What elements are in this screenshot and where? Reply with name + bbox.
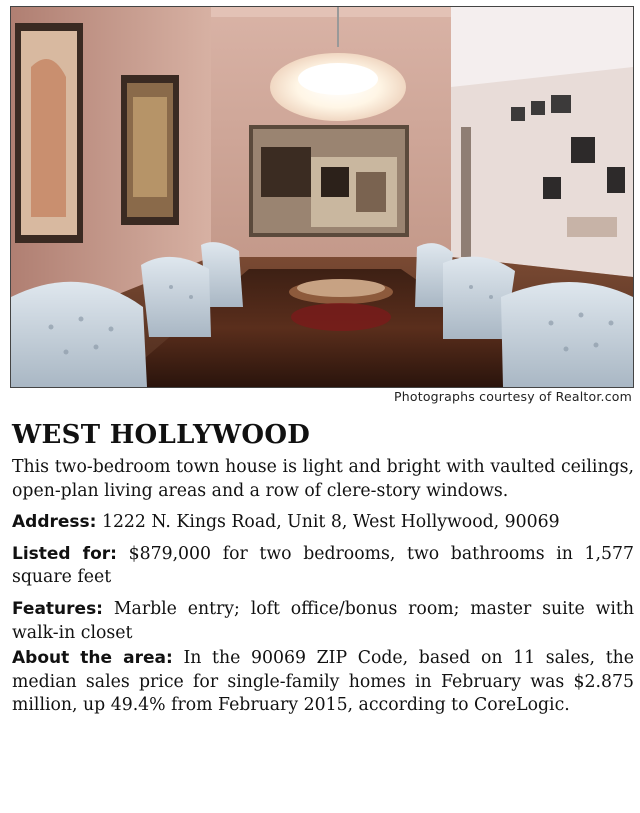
dining-room-illustration (11, 7, 633, 387)
headline: WEST HOLLYWOOD (12, 420, 311, 450)
intro-paragraph: This two-bedroom town house is light and bright with vaulted ceilings, open-plan living areas and a row of clere-story windows. (12, 457, 634, 501)
address-value: 1222 N. Kings Road, Unit 8, West Hollywood, 90069 (96, 512, 560, 533)
area-value: In the 90069 ZIP Code, based on 11 sales, the median sales price for single-family homes in February was $2.875 million, up 49.4% from February 2015, according to CoreLogic. (12, 648, 634, 716)
features-paragraph (12, 598, 634, 645)
listed-value: $879,000 for two bedrooms, two bathrooms in 1,577 square feet (12, 543, 634, 588)
listing-photo (10, 6, 634, 388)
listed-paragraph (12, 543, 634, 590)
photo-credit: Photographs courtesy of Realtor.com (394, 389, 632, 404)
area-paragraph (12, 647, 634, 718)
features-value: Marble entry; loft office/bonus room; master suite with walk-in closet (12, 598, 634, 643)
listing-body (12, 456, 634, 726)
listed-label: Listed for: (12, 543, 117, 564)
area-label: About the area: (12, 648, 173, 669)
features-label: Features: (12, 598, 103, 619)
address-paragraph (12, 511, 634, 535)
address-label: Address: (12, 512, 97, 533)
